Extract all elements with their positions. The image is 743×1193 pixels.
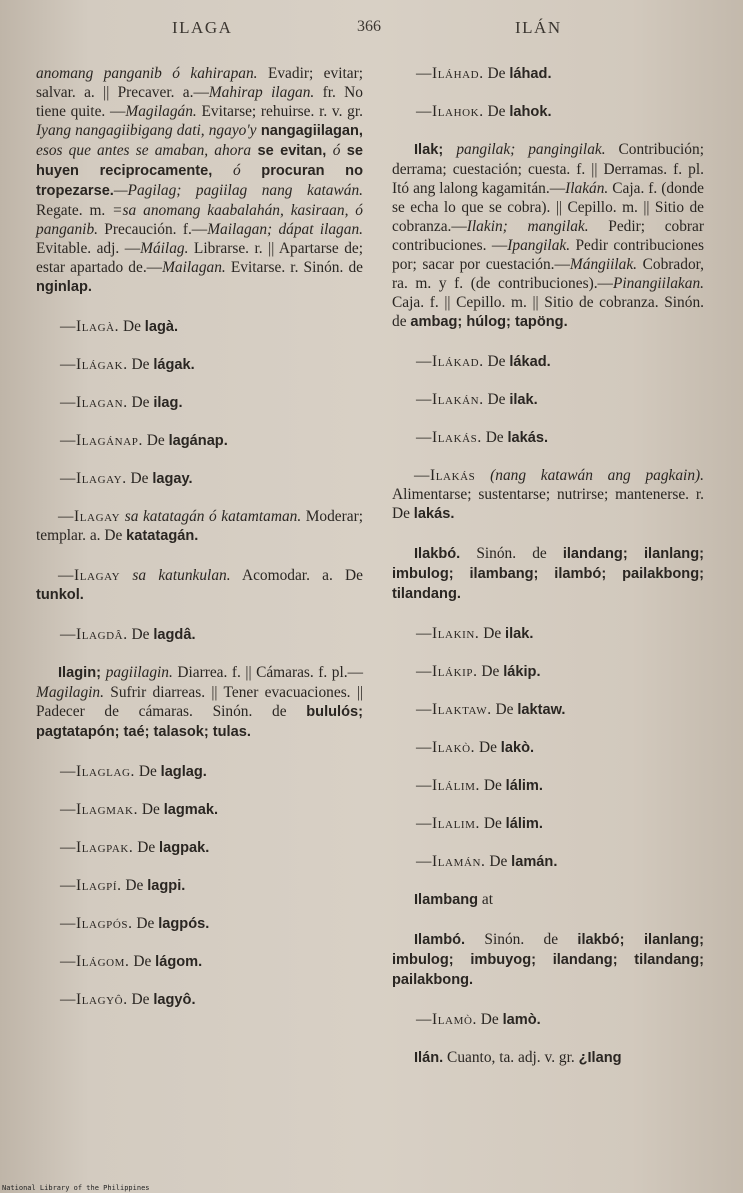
example-text: Ipangilak.: [507, 237, 571, 254]
definition-text: De: [127, 394, 154, 411]
definition-text: De: [119, 318, 145, 335]
dictionary-entry: [392, 1010, 704, 1030]
dictionary-entry: [392, 738, 704, 758]
dictionary-entry: [392, 890, 704, 910]
definition-text: De: [121, 877, 148, 894]
definition-text: Evadir; evitar; salvar. a. || Precaver. a.—: [36, 65, 363, 101]
headword: ilak.: [505, 626, 534, 642]
dictionary-entry: [36, 393, 363, 413]
headword: katatagán.: [126, 528, 199, 544]
definition-text: De: [477, 663, 504, 680]
definition-text: Cuanto, ta. adj. v. gr.: [443, 1049, 579, 1066]
definition-text: De: [142, 432, 169, 449]
derived-form: —Ilagyô.: [60, 991, 128, 1008]
derived-form: —Ilaglag.: [60, 763, 135, 780]
headword: lákad.: [509, 354, 551, 370]
derived-form: —Ilakás: [414, 467, 476, 484]
derived-form: —Ilagmak.: [60, 801, 139, 818]
headword: procuran no tropezarse.: [36, 163, 363, 199]
definition-text: De: [485, 853, 512, 870]
dictionary-entry: [36, 625, 363, 645]
definition-text: Evitable. adj. —: [36, 240, 141, 257]
headword: ilakbó; ilanlang; imbulog; imbuyog; ilandang; tilandang; pailakbong.: [392, 932, 704, 988]
derived-form: —Ilamán.: [416, 853, 486, 870]
definition-text: Pedir contribuciones por; sacar por cuestación.—: [392, 237, 704, 273]
headword: lamán.: [511, 854, 558, 870]
dictionary-entry: [392, 1048, 704, 1068]
headword: láhad.: [509, 66, 552, 82]
derived-form: —Ilagdâ.: [60, 626, 128, 643]
headword: Ilagin;: [58, 665, 106, 681]
derived-form: —Ilagan.: [60, 394, 128, 411]
definition-text: at: [478, 891, 494, 908]
dictionary-entry: [36, 914, 363, 934]
derived-form: —Ilaktaw.: [416, 701, 492, 718]
headword: lagmak.: [163, 802, 219, 818]
example-text: (nang katawán ang pagkain).: [475, 467, 704, 484]
dictionary-entry: [392, 544, 704, 604]
definition-text: fr. No tiene quite. —: [36, 84, 363, 120]
example-text: Magilagán.: [125, 103, 197, 120]
dictionary-entry: [36, 507, 363, 546]
headword: lagpi.: [147, 878, 186, 894]
example-text: ó: [332, 142, 341, 159]
definition-text: De: [126, 470, 153, 487]
definition-text: De: [127, 991, 154, 1008]
definition-text: Pedir; cobrar contribuciones. —: [392, 218, 705, 254]
definition-text: De: [480, 815, 506, 832]
dictionary-entry: [36, 317, 363, 337]
dictionary-entry: [392, 466, 704, 524]
headword: lamò.: [502, 1012, 541, 1028]
left-column: [36, 64, 363, 1028]
definition-text: Contribución; derrama; cuestación; cuesta. f. || Derramas. f. pl. Itó ang lalong kagamitán.—: [392, 141, 704, 197]
derived-form: —Ilágak.: [60, 356, 128, 373]
example-text: sa katunkulan.: [120, 567, 231, 584]
derived-form: —Ilagpós.: [60, 915, 133, 932]
dictionary-entry: [36, 663, 363, 742]
headword: lágak.: [153, 357, 195, 373]
definition-text: De: [132, 915, 159, 932]
dictionary-entry: [36, 800, 363, 820]
headword: lagpós.: [158, 916, 210, 932]
dictionary-entry: [392, 776, 704, 796]
definition-text: Alimentarse; sustentarse; nutrirse; mantenerse. r. De: [392, 486, 704, 522]
dictionary-entry: [392, 64, 704, 84]
dictionary-entry: [392, 102, 704, 122]
example-text: Mahirap ilagan.: [208, 84, 315, 101]
headword: laglag.: [160, 764, 207, 780]
dictionary-entry: [36, 762, 363, 782]
headword: tunkol.: [36, 587, 84, 603]
example-text: pangilak; pangingilak.: [456, 141, 606, 158]
definition-text: De: [491, 701, 518, 718]
dictionary-entry: [36, 876, 363, 896]
headword: lahok.: [509, 104, 552, 120]
example-text: Magilagin.: [36, 684, 104, 701]
headword: lagyô.: [153, 992, 196, 1008]
running-head-right: ILÁN: [515, 18, 562, 37]
derived-form: —Ilakin.: [416, 625, 480, 642]
library-credit: National Library of the Philippines: [2, 1184, 150, 1192]
definition-text: De: [480, 777, 506, 794]
example-text: ó: [232, 162, 241, 179]
example-text: =sa anomang kaabalahán, kasiraan, ó panganib.: [36, 202, 363, 238]
dictionary-entry: [392, 852, 704, 872]
definition-text: De: [476, 1011, 503, 1028]
headword: se huyen reciprocamente,: [36, 143, 363, 179]
derived-form: —Iláhad.: [416, 65, 484, 82]
derived-form: —Ilágom.: [60, 953, 130, 970]
definition-text: Acomodar. a. De: [230, 567, 363, 584]
example-text: Mángiilak.: [569, 256, 638, 273]
derived-form: —Ilagpak.: [60, 839, 134, 856]
dictionary-entry: [392, 428, 704, 448]
headword: lakás.: [507, 430, 549, 446]
headword: ilag.: [153, 395, 183, 411]
headword: nangagiilagan,: [256, 123, 363, 139]
definition-text: De: [138, 801, 164, 818]
headword: bululós; pagtatapón; taé; talasok; tulas.: [36, 704, 363, 740]
definition-text: De: [133, 839, 160, 856]
derived-form: —Ilakás.: [416, 429, 482, 446]
derived-form: —Ilahok.: [416, 103, 484, 120]
derived-form: —Ilagay: [58, 567, 121, 584]
definition-text: Sufrir diarreas. || Tener evacuaciones. || Padecer de cámaras. Sinón. de: [36, 684, 363, 720]
headword: ilandang; ilanlang; imbulog; ilambang; ilambó; pailakbong; tilandang.: [392, 546, 704, 602]
example-text: Ilakán.: [565, 180, 609, 197]
example-text: esos que antes se amaban, ahora: [36, 142, 252, 159]
dictionary-entry: [36, 431, 363, 451]
definition-text: Precaución. f.—: [98, 221, 208, 238]
dictionary-entry: [392, 390, 704, 410]
headword: lálim.: [505, 816, 543, 832]
derived-form: —Ilagà.: [60, 318, 120, 335]
headword: lákip.: [503, 664, 541, 680]
definition-text: De: [479, 625, 506, 642]
definition-text: Caja. f. || Cepillo. m. || Sitio de cobranza. Sinón. de: [392, 294, 704, 330]
headword: lakò.: [500, 740, 535, 756]
definition-text: Regate. m.: [36, 202, 113, 219]
derived-form: —Ilákip.: [416, 663, 478, 680]
definition-text: De: [483, 353, 510, 370]
dictionary-entry: [392, 662, 704, 682]
dictionary-entry: [36, 64, 363, 297]
dictionary-entry: [392, 814, 704, 834]
derived-form: —Ilamò.: [416, 1011, 477, 1028]
definition-text: Librarse. r. || Apartarse de; estar apartado de.—: [36, 240, 363, 276]
example-text: pagiilagin.: [105, 664, 173, 681]
example-text: Mailagan; dápat ilagan.: [207, 221, 363, 238]
dictionary-entry: [36, 566, 363, 605]
example-text: Máilag.: [140, 240, 189, 257]
headword: nginlap.: [36, 279, 92, 295]
dictionary-entry: [392, 624, 704, 644]
headword: ¿Ilang: [578, 1050, 622, 1066]
definition-text: Diarrea. f. || Cámaras. f. pl.—: [172, 664, 364, 681]
headword: se evitan,: [251, 143, 333, 159]
definition-text: De: [475, 739, 501, 756]
dictionary-entry: [392, 930, 704, 990]
derived-form: —Ilákad.: [416, 353, 484, 370]
definition-text: Caja. f. (donde se echa lo que se cobra). || Cepillo. m. || Sitio de cobranza.—: [392, 180, 704, 235]
definition-text: Sinón. de: [465, 931, 578, 948]
page-number: 366: [357, 18, 381, 35]
definition-text: De: [483, 391, 510, 408]
dictionary-entry: [36, 355, 363, 375]
headword: lagdâ.: [153, 627, 196, 643]
headword: ilak.: [509, 392, 538, 408]
definition-text: De: [481, 429, 508, 446]
derived-form: —Ilalim.: [416, 815, 480, 832]
headword: Ilán.: [414, 1050, 444, 1066]
dictionary-entry: [36, 469, 363, 489]
derived-form: —Ilagpí.: [60, 877, 122, 894]
definition-text: De: [134, 763, 161, 780]
definition-text: Sinón. de: [460, 545, 563, 562]
dictionary-entry: [392, 700, 704, 720]
headword: lálim.: [505, 778, 543, 794]
derived-form: —Ilagay.: [60, 470, 127, 487]
example-text: Ilakin; mangilak.: [466, 218, 589, 235]
headword: laktaw.: [517, 702, 566, 718]
running-head-left: ILAGA: [172, 18, 233, 37]
definition-text: De: [127, 626, 154, 643]
headword: Ilakbó.: [414, 546, 461, 562]
headword: Ilak;: [414, 142, 457, 158]
headword: lagpak.: [159, 840, 210, 856]
headword: Ilambang: [414, 892, 479, 908]
headword: Ilambó.: [414, 932, 466, 948]
derived-form: —Ilakò.: [416, 739, 476, 756]
example-text: anomang panganib ó kahirapan.: [36, 65, 258, 82]
dictionary-entry: [392, 140, 704, 332]
definition-text: Cobrador, ra. m. y f. (de contribuciones).—: [392, 256, 704, 292]
definition-text: Evitarse. r. Sinón. de: [225, 259, 363, 276]
headword: lagà.: [144, 319, 179, 335]
headword: ambag; húlog; tapöng.: [410, 314, 568, 330]
derived-form: —Ilálim.: [416, 777, 480, 794]
example-text: —Pagilag; pagiilag nang katawán.: [113, 182, 363, 199]
example-text: Iyang nangagiibigang dati, ngayo'y: [36, 122, 257, 139]
headword: lagánap.: [168, 433, 228, 449]
dictionary-entry: [36, 838, 363, 858]
headword: lakás.: [413, 506, 455, 522]
definition-text: De: [483, 65, 510, 82]
derived-form: —Ilagánap.: [60, 432, 143, 449]
headword: lagay.: [152, 471, 193, 487]
example-text: Mailagan.: [162, 259, 226, 276]
derived-form: —Ilagay: [58, 508, 121, 525]
example-text: Pinangiilakan.: [612, 275, 704, 292]
derived-form: —Ilakán.: [416, 391, 484, 408]
headword: lágom.: [155, 954, 203, 970]
definition-text: De: [129, 953, 156, 970]
dictionary-entry: [392, 352, 704, 372]
example-text: sa katatagán ó katamtaman.: [120, 508, 302, 525]
definition-text: Moderar; templar. a. De: [36, 508, 363, 544]
definition-text: De: [127, 356, 154, 373]
definition-text: De: [483, 103, 510, 120]
right-column: [392, 64, 704, 1088]
dictionary-entry: [36, 952, 363, 972]
dictionary-entry: [36, 990, 363, 1010]
definition-text: Evitarse; rehuirse. r. v. gr.: [196, 103, 363, 120]
